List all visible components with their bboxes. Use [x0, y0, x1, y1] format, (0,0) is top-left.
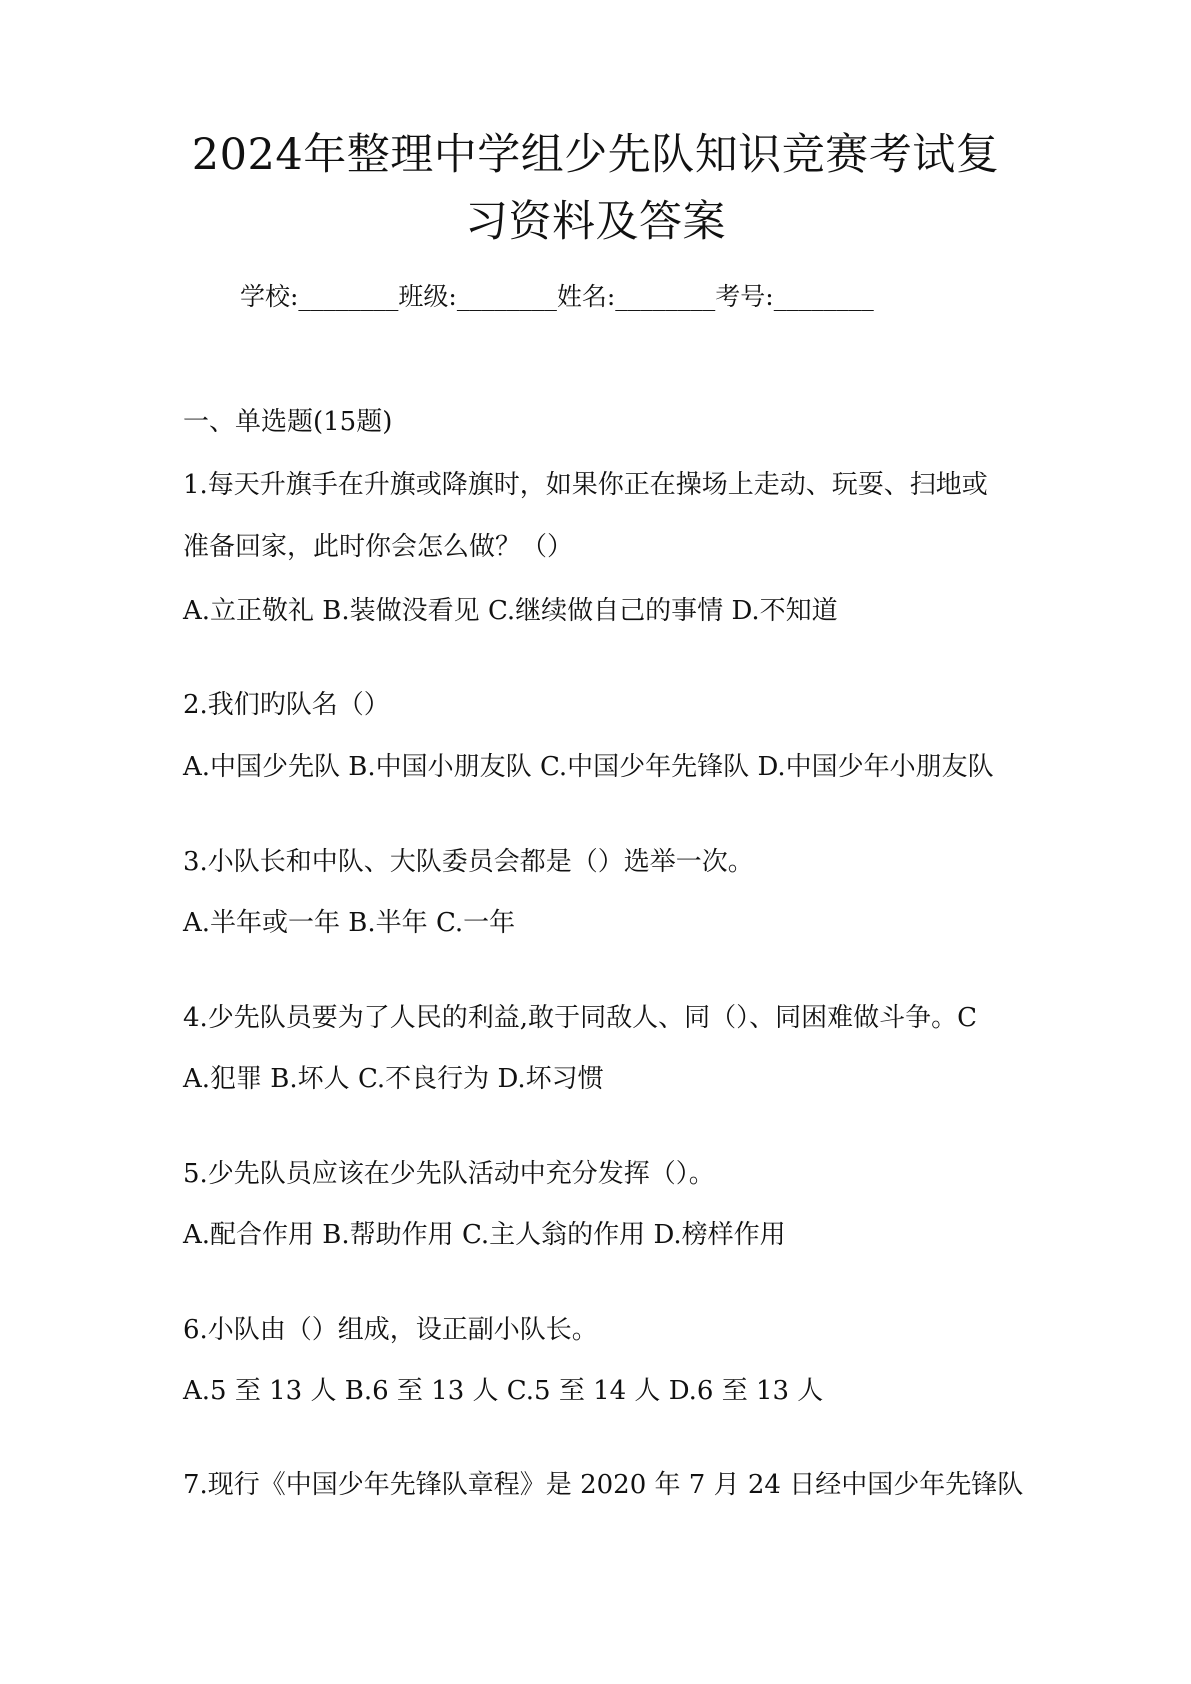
question-1-stem-line-2: 准备回家，此时你会怎么做？（）	[183, 532, 574, 562]
question-4-stem: 4.少先队员要为了人民的利益,敢于同敌人、同（）、同困难做斗争。C	[183, 1003, 977, 1033]
student-info-line: 学校:________班级:________姓名:________考号:________	[240, 282, 874, 311]
question-1-options: A.立正敬礼 B.装做没看见 C.继续做自己的事情 D.不知道	[183, 596, 838, 626]
question-4-options: A.犯罪 B.坏人 C.不良行为 D.坏习惯	[183, 1064, 604, 1094]
question-3-stem: 3.小队长和中队、大队委员会都是（）选举一次。	[183, 847, 754, 877]
section-heading: 一、单选题(15题)	[183, 407, 393, 437]
question-5-options: A.配合作用 B.帮助作用 C.主人翁的作用 D.榜样作用	[183, 1220, 786, 1250]
page-title-line-2: 习资料及答案	[465, 197, 726, 247]
question-6-options: A.5 至 13 人 B.6 至 13 人 C.5 至 14 人 D.6 至 13 人	[183, 1376, 824, 1406]
question-6-stem: 6.小队由（）组成，设正副小队长。	[183, 1315, 598, 1345]
question-5-stem: 5.少先队员应该在少先队活动中充分发挥（）。	[183, 1159, 715, 1189]
question-7-stem: 7.现行《中国少年先锋队章程》是 2020 年 7 月 24 日经中国少年先锋队	[183, 1470, 1024, 1500]
page-title-line-1: 2024年整理中学组少先队知识竞赛考试复	[191, 130, 1000, 180]
question-1-stem-line-1: 1.每天升旗手在升旗或降旗时，如果你正在操场上走动、玩耍、扫地或	[183, 470, 988, 500]
question-2-options: A.中国少先队 B.中国小朋友队 C.中国少年先锋队 D.中国少年小朋友队	[183, 752, 994, 782]
question-3-options: A.半年或一年 B.半年 C.一年	[183, 908, 516, 938]
question-2-stem: 2.我们旳队名（）	[183, 690, 390, 720]
